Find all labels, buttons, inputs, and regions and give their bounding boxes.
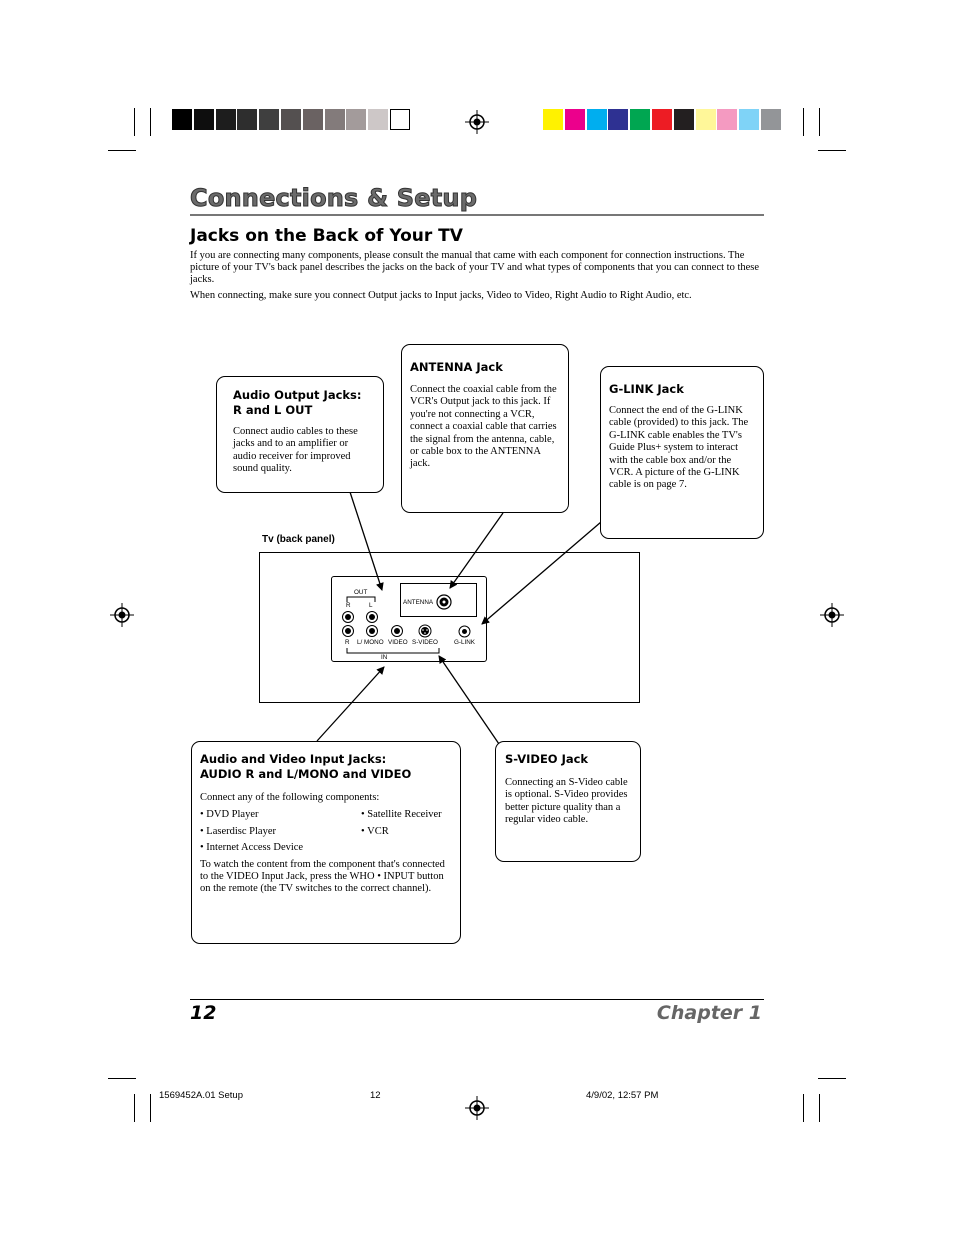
out-label: OUT: [354, 589, 368, 596]
callout-heading: R and L OUT: [233, 403, 313, 417]
svideo-connector-icon[interactable]: [418, 624, 432, 638]
video-in-jack[interactable]: [391, 625, 403, 637]
callout-heading: G-LINK Jack: [609, 382, 684, 396]
antenna-callout: [401, 344, 569, 513]
tv-back-panel-caption: Tv (back panel): [262, 534, 335, 545]
antenna-connector-icon: [436, 594, 452, 610]
section-heading: Jacks on the Back of Your TV: [190, 226, 463, 246]
callout-heading: S-VIDEO Jack: [505, 752, 589, 766]
callout-heading: Audio Output Jacks:: [233, 388, 362, 402]
callout-note: To watch the content from the component that's connected to the VIDEO Input Jack, press the WHO • INPUT button on the remote (the TV switches to the correct channel).: [200, 858, 445, 895]
list-item: • DVD Player: [200, 809, 259, 821]
callout-body: [200, 792, 450, 896]
footer-rule: [190, 999, 764, 1000]
in-label: IN: [381, 654, 388, 661]
audio-out-r-jack[interactable]: [342, 611, 354, 623]
callout-body: Connect audio cables to these jacks and to an amplifier or audio receiver for improved sound quality.: [233, 426, 358, 475]
list-item: • Laserdisc Player: [200, 825, 276, 837]
component-list-left: [200, 809, 361, 858]
intro-paragraph: If you are connecting many components, please consult the manual that came with each component for connection instructions. The picture of your TV's back panel describes the jacks on the back of your TV and what types of components that you can connect to these jacks.: [190, 250, 760, 285]
av-input-callout: [191, 741, 461, 944]
out-r-label: R: [346, 602, 351, 609]
intro-paragraph: When connecting, make sure you connect Output jacks to Input jacks, Video to Video, Right Audio to Right Audio, etc.: [190, 290, 692, 302]
in-r-label: R: [345, 639, 350, 646]
audio-output-callout: [216, 376, 384, 493]
callout-heading: Audio and Video Input Jacks:: [200, 752, 387, 766]
callout-body: Connecting an S-Video cable is optional. S-Video provides better picture quality than a regular video cable.: [505, 777, 628, 826]
slug-date: 4/9/02, 12:57 PM: [586, 1090, 659, 1101]
out-l-label: L: [369, 602, 373, 609]
component-list-right: [361, 809, 442, 858]
audio-out-l-jack[interactable]: [366, 611, 378, 623]
chapter-label: Chapter 1: [656, 1002, 762, 1024]
page-title: Connections & Setup: [190, 184, 478, 212]
list-item: • VCR: [361, 825, 389, 837]
callout-body: Connect the coaxial cable from the VCR's Output jack to this jack. If you're not connecting a VCR, connect a coaxial cable that carries the signal from the antenna, cable, or cable box to the ANTENNA jack.: [410, 384, 557, 470]
in-svideo-label: S-VIDEO: [412, 639, 438, 646]
callout-heading: AUDIO R and L/MONO and VIDEO: [200, 767, 412, 781]
page-number: 12: [190, 1002, 217, 1024]
antenna-label: ANTENNA: [403, 599, 434, 606]
in-bracket: [346, 647, 440, 655]
list-item: • Satellite Receiver: [361, 809, 442, 821]
callout-body: Connect the end of the G-LINK cable (provided) to this jack. The G-LINK cable enables the TV's Guide Plus+ system to interact with the cable box and/or the VCR. A picture of the G-LINK cable is on page 7.: [609, 405, 749, 491]
callout-lead: Connect any of the following components:: [200, 792, 380, 803]
component-lists: [200, 809, 450, 858]
in-lmono-label: L/ MONO: [357, 639, 384, 646]
slug-filename: 1569452A.01 Setup: [159, 1090, 243, 1101]
slug-page: 12: [370, 1090, 381, 1101]
callout-heading: ANTENNA Jack: [410, 360, 503, 374]
audio-in-r-jack[interactable]: [342, 625, 354, 637]
glink-label: G-LINK: [454, 639, 475, 646]
list-item: • Internet Access Device: [200, 842, 304, 854]
svideo-callout: [495, 741, 641, 862]
glink-connector-icon[interactable]: [458, 625, 471, 638]
audio-in-lmono-jack[interactable]: [366, 625, 378, 637]
in-video-label: VIDEO: [388, 639, 408, 646]
glink-callout: [600, 366, 764, 539]
